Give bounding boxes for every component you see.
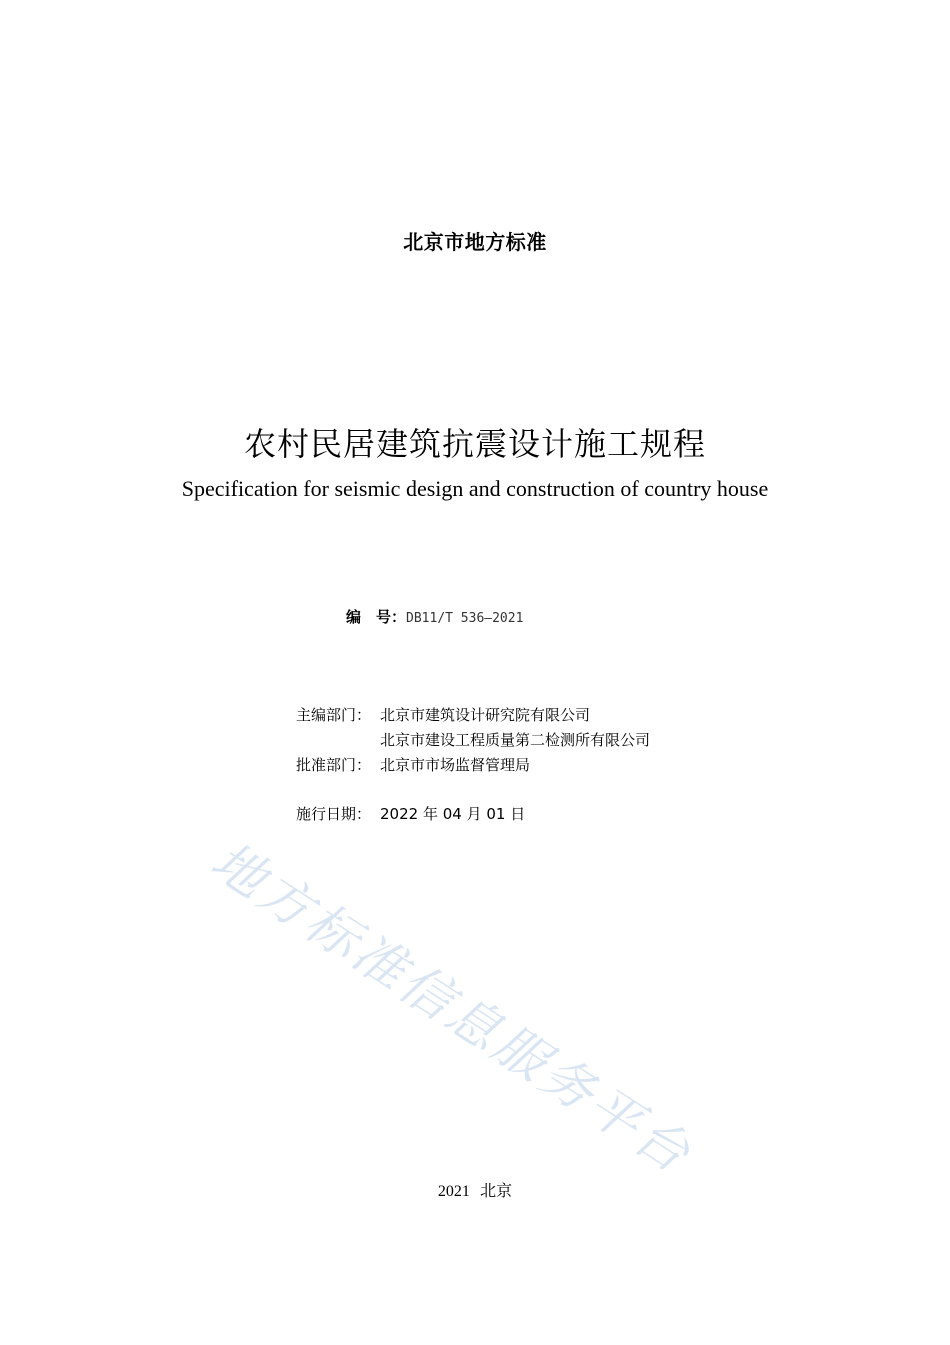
publication-year: 2021 <box>437 1183 470 1200</box>
standard-code-label: 编 号： <box>346 608 407 626</box>
standard-type-header: 北京市地方标准 <box>403 230 547 254</box>
approval-department-value: 北京市市场监督管理局 <box>380 756 531 774</box>
standard-code-row <box>346 606 523 627</box>
approval-department-label: 批准部门： <box>296 756 372 774</box>
document-title-english: Specification for seismic design and construction of country house <box>181 476 769 501</box>
effective-date-row <box>296 804 525 824</box>
standard-code-value: DB11/T 536—2021 <box>406 611 524 626</box>
approval-department-row <box>296 755 530 775</box>
document-title-chinese: 农村民居建筑抗震设计施工规程 <box>243 425 706 463</box>
chief-editor-value-1: 北京市建筑设计研究院有限公司 <box>380 706 591 724</box>
effective-date-value: 2022 年 04 月 01 日 <box>380 805 526 823</box>
chief-editor-row <box>296 705 590 725</box>
publication-city: 北京 <box>480 1181 513 1200</box>
chief-editor-row-2 <box>296 730 650 750</box>
effective-date-label: 施行日期： <box>296 805 372 823</box>
chief-editor-value-2: 北京市建设工程质量第二检测所有限公司 <box>380 731 651 749</box>
watermark-text: 地方标准信息服务平台 <box>200 830 703 1187</box>
chief-editor-label: 主编部门： <box>296 706 372 724</box>
publication-footer <box>0 1178 950 1201</box>
